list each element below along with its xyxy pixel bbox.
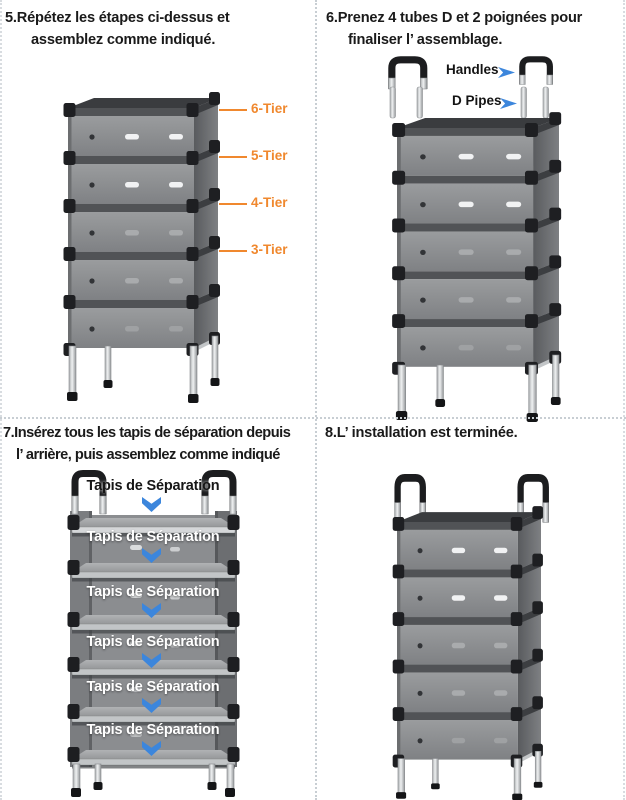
step6-title-line2: finaliser l’ assemblage. xyxy=(348,32,503,48)
step7-title xyxy=(3,422,290,466)
divider-vertical-center xyxy=(315,0,317,800)
divider-horizontal-center xyxy=(0,417,626,419)
step7-title-line2: l’ arrière, puis assemblez comme indiqué xyxy=(16,447,280,463)
step5-title xyxy=(5,7,230,51)
step5-title-line1: 5.Répétez les étapes ci-dessus et xyxy=(5,10,230,26)
step8-title-line: 8.L’ installation est terminée. xyxy=(325,425,518,441)
step6-rack-illustration xyxy=(392,112,561,422)
step5-title-line2: assemblez comme indiqué. xyxy=(31,32,216,48)
step7-title-line1: 7.Insérez tous les tapis de séparation depuis xyxy=(3,425,291,441)
tier-label-5: 5-Tier xyxy=(251,148,288,163)
mat-label-6: Tapis de Séparation xyxy=(86,722,220,738)
mat-label-4: Tapis de Séparation xyxy=(86,634,220,650)
tier-label-6: 6-Tier xyxy=(251,101,288,116)
d-pipes-label: D Pipes xyxy=(452,93,502,108)
tier-label-3: 3-Tier xyxy=(251,242,288,257)
step6-title xyxy=(326,7,582,51)
divider-vertical-right-edge xyxy=(623,0,625,800)
mat-label-2: Tapis de Séparation xyxy=(86,529,220,545)
mat-label-3: Tapis de Séparation xyxy=(86,584,220,600)
step5-rack-illustration xyxy=(64,92,221,403)
tier-label-4: 4-Tier xyxy=(251,195,288,210)
step8-title xyxy=(325,422,518,444)
mat-label-1: Tapis de Séparation xyxy=(86,478,220,494)
mat-label-5: Tapis de Séparation xyxy=(86,679,220,695)
handles-label: Handles xyxy=(446,62,499,77)
step6-title-line1: 6.Prenez 4 tubes D et 2 poignées pour xyxy=(326,10,583,26)
step8-finished-rack-illustration xyxy=(393,478,549,800)
tier-leader-lines xyxy=(219,110,247,251)
divider-vertical-left-edge xyxy=(0,0,2,800)
